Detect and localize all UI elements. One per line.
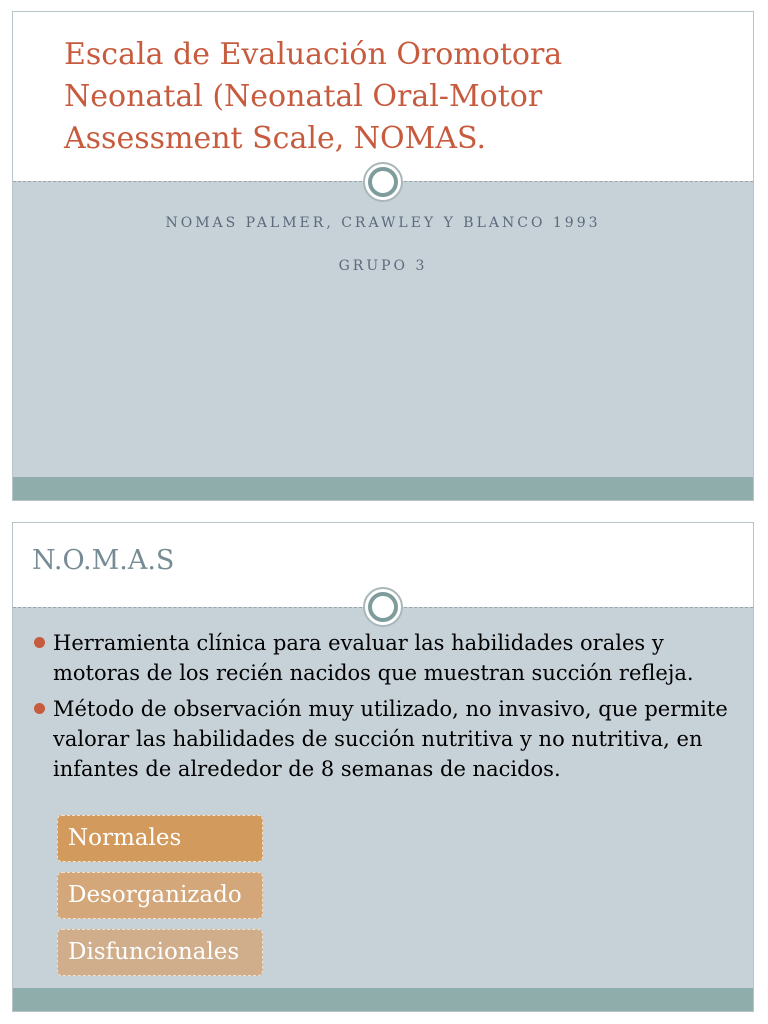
category-boxes [57,815,263,986]
ring-ornament-icon [363,162,403,202]
bullet-item [31,694,743,784]
bullet-text: Herramienta clínica para evaluar las habilidades orales y motoras de los recién nacidos que muestran succión refleja. [53,631,694,685]
subtitle-authors: NOMAS PALMER, CRAWLEY Y BLANCO 1993 [165,215,601,231]
slide-title: N.O.M.A.S [32,545,175,576]
category-box-desorganizado: Desorganizado [57,872,263,919]
slide-1 [12,11,754,501]
title-line-2: Neonatal (Neonatal Oral-Motor [64,79,543,114]
bullet-item [31,628,743,688]
subtitle-group: GRUPO 3 [338,258,428,274]
bullet-list [31,628,743,790]
category-box-disfuncionales: Disfuncionales [57,929,263,976]
title-band [13,12,753,181]
title-line-3: Assessment Scale, NOMAS. [64,121,487,156]
bullet-dot-icon [34,703,45,714]
slide-2 [12,522,754,1012]
title-line-1: Escala de Evaluación Oromotora [64,37,563,72]
slide-title [64,34,704,160]
footer-band [13,477,753,500]
ring-ornament-icon [363,587,403,627]
category-box-normales: Normales [57,815,263,862]
bullet-text: Método de observación muy utilizado, no invasivo, que permite valorar las habilidades de succión nutritiva y no nutritiva, en infantes de alrededor de 8 semanas de nacidos. [53,697,728,781]
bullet-dot-icon [34,637,45,648]
footer-band [13,988,753,1011]
